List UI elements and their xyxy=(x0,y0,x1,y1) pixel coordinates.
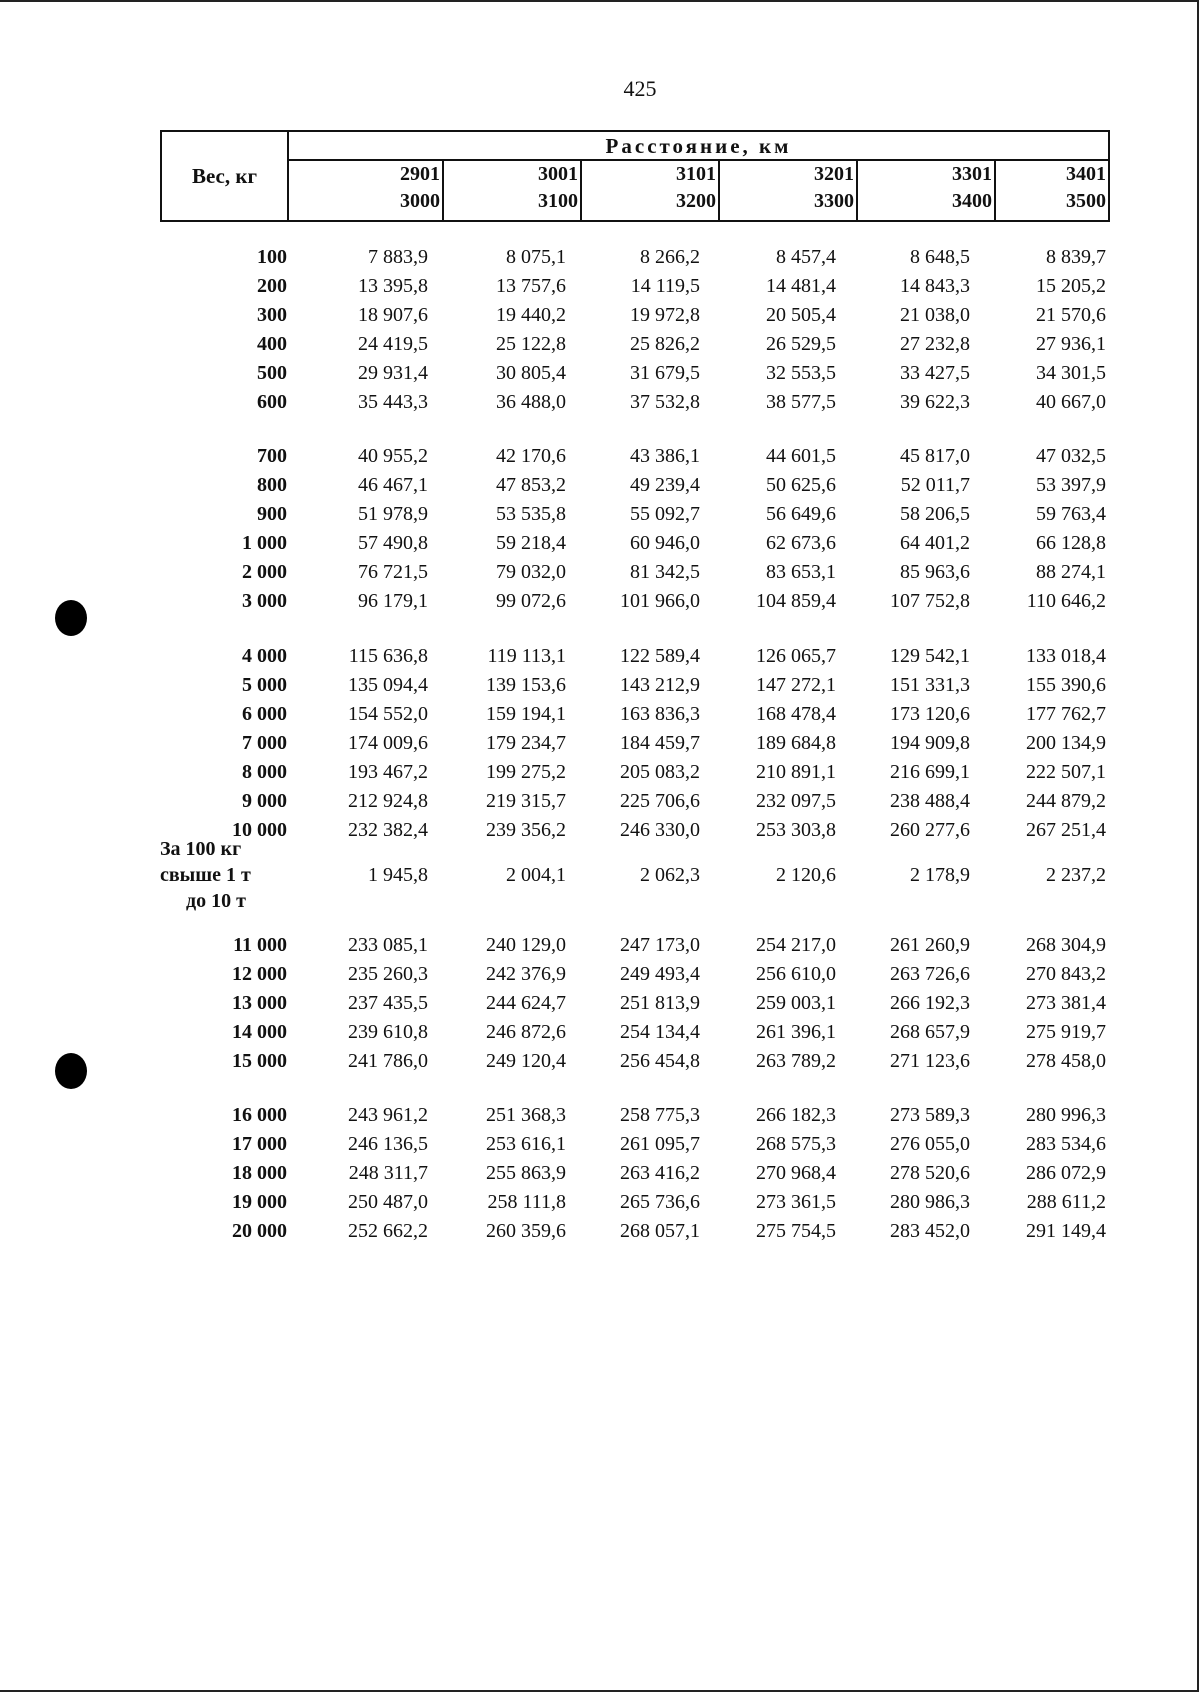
price-cell: 256 610,0 xyxy=(756,963,836,985)
per-100kg-label-line: свыше 1 т xyxy=(160,864,251,886)
price-cell: 88 274,1 xyxy=(1036,561,1106,583)
price-cell: 135 094,4 xyxy=(348,674,428,696)
price-cell: 18 907,6 xyxy=(358,304,428,326)
table-row xyxy=(0,1162,1200,1190)
price-cell: 273 381,4 xyxy=(1026,992,1106,1014)
band-to: 3200 xyxy=(676,190,716,212)
price-cell: 261 396,1 xyxy=(756,1021,836,1043)
price-cell: 275 754,5 xyxy=(756,1220,836,1242)
price-cell: 239 610,8 xyxy=(348,1021,428,1043)
price-cell: 143 212,9 xyxy=(620,674,700,696)
price-cell: 270 968,4 xyxy=(756,1162,836,1184)
price-cell: 216 699,1 xyxy=(890,761,970,783)
price-cell: 243 961,2 xyxy=(348,1104,428,1126)
price-cell: 179 234,7 xyxy=(486,732,566,754)
price-cell: 50 625,6 xyxy=(766,474,836,496)
price-cell: 233 085,1 xyxy=(348,934,428,956)
price-cell: 20 505,4 xyxy=(766,304,836,326)
weight-cell: 10 000 xyxy=(232,819,287,841)
table-row xyxy=(0,963,1200,991)
band-from: 3101 xyxy=(676,163,716,185)
table-row xyxy=(0,532,1200,560)
price-cell: 246 330,0 xyxy=(620,819,700,841)
table-row xyxy=(0,503,1200,531)
price-cell: 155 390,6 xyxy=(1026,674,1106,696)
price-cell: 273 361,5 xyxy=(756,1191,836,1213)
table-row xyxy=(0,275,1200,303)
table-row xyxy=(0,333,1200,361)
price-cell: 244 624,7 xyxy=(486,992,566,1014)
per-100kg-cell: 2 004,1 xyxy=(506,864,566,886)
price-cell: 133 018,4 xyxy=(1026,645,1106,667)
table-row xyxy=(0,474,1200,502)
price-cell: 222 507,1 xyxy=(1026,761,1106,783)
price-cell: 129 542,1 xyxy=(890,645,970,667)
price-cell: 291 149,4 xyxy=(1026,1220,1106,1242)
table-row xyxy=(0,246,1200,274)
table-row xyxy=(0,674,1200,702)
price-cell: 210 891,1 xyxy=(756,761,836,783)
per-100kg-cell: 2 237,2 xyxy=(1046,864,1106,886)
price-cell: 27 936,1 xyxy=(1036,333,1106,355)
weight-cell: 1 000 xyxy=(242,532,287,554)
price-cell: 45 817,0 xyxy=(900,445,970,467)
price-cell: 251 368,3 xyxy=(486,1104,566,1126)
price-cell: 278 520,6 xyxy=(890,1162,970,1184)
price-cell: 57 490,8 xyxy=(358,532,428,554)
price-cell: 8 648,5 xyxy=(910,246,970,268)
price-cell: 251 813,9 xyxy=(620,992,700,1014)
price-cell: 81 342,5 xyxy=(630,561,700,583)
price-cell: 288 611,2 xyxy=(1026,1191,1106,1213)
punch-hole-mark xyxy=(55,600,87,636)
price-cell: 163 836,3 xyxy=(620,703,700,725)
price-cell: 267 251,4 xyxy=(1026,819,1106,841)
price-cell: 126 065,7 xyxy=(756,645,836,667)
price-cell: 47 853,2 xyxy=(496,474,566,496)
price-cell: 47 032,5 xyxy=(1036,445,1106,467)
price-cell: 268 575,3 xyxy=(756,1133,836,1155)
price-cell: 122 589,4 xyxy=(620,645,700,667)
table-row xyxy=(0,732,1200,760)
band-to: 3300 xyxy=(814,190,854,212)
price-cell: 37 532,8 xyxy=(630,391,700,413)
price-cell: 258 111,8 xyxy=(487,1191,566,1213)
weight-cell: 3 000 xyxy=(242,590,287,612)
weight-cell: 20 000 xyxy=(232,1220,287,1242)
price-cell: 239 356,2 xyxy=(486,819,566,841)
price-cell: 249 120,4 xyxy=(486,1050,566,1072)
price-cell: 219 315,7 xyxy=(486,790,566,812)
weight-cell: 8 000 xyxy=(242,761,287,783)
price-cell: 60 946,0 xyxy=(630,532,700,554)
price-cell: 260 277,6 xyxy=(890,819,970,841)
price-cell: 59 218,4 xyxy=(496,532,566,554)
price-cell: 115 636,8 xyxy=(348,645,428,667)
table-row xyxy=(0,561,1200,589)
price-cell: 199 275,2 xyxy=(486,761,566,783)
price-cell: 240 129,0 xyxy=(486,934,566,956)
weight-cell: 17 000 xyxy=(232,1133,287,1155)
weight-cell: 15 000 xyxy=(232,1050,287,1072)
price-cell: 31 679,5 xyxy=(630,362,700,384)
table-row xyxy=(0,1220,1200,1248)
price-cell: 244 879,2 xyxy=(1026,790,1106,812)
weight-cell: 19 000 xyxy=(232,1191,287,1213)
price-cell: 250 487,0 xyxy=(348,1191,428,1213)
price-cell: 280 996,3 xyxy=(1026,1104,1106,1126)
price-cell: 19 972,8 xyxy=(630,304,700,326)
table-row xyxy=(0,1133,1200,1161)
band-from: 3201 xyxy=(814,163,854,185)
price-cell: 238 488,4 xyxy=(890,790,970,812)
weight-cell: 5 000 xyxy=(242,674,287,696)
table-row xyxy=(0,445,1200,473)
table-row xyxy=(0,992,1200,1020)
price-cell: 256 454,8 xyxy=(620,1050,700,1072)
price-cell: 32 553,5 xyxy=(766,362,836,384)
price-cell: 40 667,0 xyxy=(1036,391,1106,413)
price-cell: 259 003,1 xyxy=(756,992,836,1014)
price-cell: 205 083,2 xyxy=(620,761,700,783)
weight-cell: 12 000 xyxy=(232,963,287,985)
price-cell: 173 120,6 xyxy=(890,703,970,725)
price-cell: 36 488,0 xyxy=(496,391,566,413)
weight-cell: 400 xyxy=(257,333,287,355)
price-cell: 8 266,2 xyxy=(640,246,700,268)
per-100kg-cell: 2 062,3 xyxy=(640,864,700,886)
price-cell: 225 706,6 xyxy=(620,790,700,812)
distance-band-header xyxy=(582,161,720,220)
price-cell: 7 883,9 xyxy=(368,246,428,268)
table-header xyxy=(160,130,1110,222)
price-cell: 266 182,3 xyxy=(756,1104,836,1126)
per-100kg-row xyxy=(0,864,1200,892)
price-cell: 268 057,1 xyxy=(620,1220,700,1242)
price-cell: 13 757,6 xyxy=(496,275,566,297)
band-from: 2901 xyxy=(400,163,440,185)
per-100kg-label-line: до 10 т xyxy=(186,890,246,912)
price-cell: 25 826,2 xyxy=(630,333,700,355)
band-to: 3000 xyxy=(400,190,440,212)
price-cell: 39 622,3 xyxy=(900,391,970,413)
weight-cell: 6 000 xyxy=(242,703,287,725)
price-cell: 263 726,6 xyxy=(890,963,970,985)
weight-cell: 4 000 xyxy=(242,645,287,667)
price-cell: 40 955,2 xyxy=(358,445,428,467)
price-cell: 49 239,4 xyxy=(630,474,700,496)
price-cell: 8 457,4 xyxy=(776,246,836,268)
price-cell: 38 577,5 xyxy=(766,391,836,413)
price-cell: 232 382,4 xyxy=(348,819,428,841)
price-cell: 15 205,2 xyxy=(1036,275,1106,297)
price-cell: 283 452,0 xyxy=(890,1220,970,1242)
price-cell: 241 786,0 xyxy=(348,1050,428,1072)
price-cell: 154 552,0 xyxy=(348,703,428,725)
price-cell: 107 752,8 xyxy=(890,590,970,612)
price-cell: 21 570,6 xyxy=(1036,304,1106,326)
band-from: 3001 xyxy=(538,163,578,185)
price-cell: 53 397,9 xyxy=(1036,474,1106,496)
price-cell: 232 097,5 xyxy=(756,790,836,812)
price-cell: 14 119,5 xyxy=(630,275,700,297)
table-row xyxy=(0,934,1200,962)
per-100kg-label-line: За 100 кг xyxy=(160,838,242,860)
distance-band-header xyxy=(444,161,582,220)
price-cell: 147 272,1 xyxy=(756,674,836,696)
price-cell: 51 978,9 xyxy=(358,503,428,525)
price-cell: 242 376,9 xyxy=(486,963,566,985)
distance-band-header xyxy=(289,161,444,220)
price-cell: 273 589,3 xyxy=(890,1104,970,1126)
price-cell: 26 529,5 xyxy=(766,333,836,355)
price-cell: 29 931,4 xyxy=(358,362,428,384)
price-cell: 237 435,5 xyxy=(348,992,428,1014)
price-cell: 275 919,7 xyxy=(1026,1021,1106,1043)
price-cell: 252 662,2 xyxy=(348,1220,428,1242)
price-cell: 101 966,0 xyxy=(620,590,700,612)
price-cell: 261 260,9 xyxy=(890,934,970,956)
table-row xyxy=(0,645,1200,673)
price-cell: 58 206,5 xyxy=(900,503,970,525)
table-row xyxy=(0,790,1200,818)
page-number: 425 xyxy=(623,76,657,101)
band-to: 3400 xyxy=(952,190,992,212)
band-to: 3100 xyxy=(538,190,578,212)
price-cell: 248 311,7 xyxy=(348,1162,428,1184)
price-cell: 21 038,0 xyxy=(900,304,970,326)
weight-cell: 700 xyxy=(257,445,287,467)
price-cell: 254 217,0 xyxy=(756,934,836,956)
table-row xyxy=(0,391,1200,419)
price-cell: 96 179,1 xyxy=(358,590,428,612)
price-cell: 33 427,5 xyxy=(900,362,970,384)
price-cell: 79 032,0 xyxy=(496,561,566,583)
weight-cell: 7 000 xyxy=(242,732,287,754)
price-cell: 14 843,3 xyxy=(900,275,970,297)
price-cell: 286 072,9 xyxy=(1026,1162,1106,1184)
price-cell: 53 535,8 xyxy=(496,503,566,525)
weight-cell: 300 xyxy=(257,304,287,326)
price-cell: 268 304,9 xyxy=(1026,934,1106,956)
weight-cell: 14 000 xyxy=(232,1021,287,1043)
price-cell: 19 440,2 xyxy=(496,304,566,326)
weight-cell: 13 000 xyxy=(232,992,287,1014)
price-cell: 14 481,4 xyxy=(766,275,836,297)
price-cell: 253 616,1 xyxy=(486,1133,566,1155)
price-cell: 25 122,8 xyxy=(496,333,566,355)
price-cell: 46 467,1 xyxy=(358,474,428,496)
price-cell: 99 072,6 xyxy=(496,590,566,612)
band-to: 3500 xyxy=(1066,190,1106,212)
price-cell: 246 872,6 xyxy=(486,1021,566,1043)
price-cell: 194 909,8 xyxy=(890,732,970,754)
price-cell: 110 646,2 xyxy=(1026,590,1106,612)
price-cell: 261 095,7 xyxy=(620,1133,700,1155)
price-cell: 280 986,3 xyxy=(890,1191,970,1213)
table-row xyxy=(0,1104,1200,1132)
table-row xyxy=(0,304,1200,332)
price-cell: 266 192,3 xyxy=(890,992,970,1014)
price-cell: 85 963,6 xyxy=(900,561,970,583)
distance-band-header xyxy=(996,161,1108,220)
price-cell: 276 055,0 xyxy=(890,1133,970,1155)
price-cell: 247 173,0 xyxy=(620,934,700,956)
price-cell: 255 863,9 xyxy=(486,1162,566,1184)
price-cell: 270 843,2 xyxy=(1026,963,1106,985)
weight-cell: 100 xyxy=(257,246,287,268)
band-from: 3401 xyxy=(1066,163,1106,185)
price-cell: 193 467,2 xyxy=(348,761,428,783)
table-row xyxy=(0,1191,1200,1219)
table-row xyxy=(0,362,1200,390)
weight-cell: 800 xyxy=(257,474,287,496)
weight-column-header: Вес, кг xyxy=(162,132,289,220)
weight-cell: 18 000 xyxy=(232,1162,287,1184)
price-cell: 35 443,3 xyxy=(358,391,428,413)
price-cell: 56 649,6 xyxy=(766,503,836,525)
price-cell: 174 009,6 xyxy=(348,732,428,754)
punch-hole-mark xyxy=(55,1053,87,1089)
price-cell: 249 493,4 xyxy=(620,963,700,985)
price-cell: 55 092,7 xyxy=(630,503,700,525)
price-cell: 246 136,5 xyxy=(348,1133,428,1155)
price-cell: 278 458,0 xyxy=(1026,1050,1106,1072)
price-cell: 235 260,3 xyxy=(348,963,428,985)
price-cell: 13 395,8 xyxy=(358,275,428,297)
price-cell: 189 684,8 xyxy=(756,732,836,754)
price-cell: 34 301,5 xyxy=(1036,362,1106,384)
price-cell: 8 075,1 xyxy=(506,246,566,268)
table-row xyxy=(0,703,1200,731)
price-cell: 283 534,6 xyxy=(1026,1133,1106,1155)
price-cell: 258 775,3 xyxy=(620,1104,700,1126)
price-cell: 268 657,9 xyxy=(890,1021,970,1043)
price-cell: 200 134,9 xyxy=(1026,732,1106,754)
price-cell: 265 736,6 xyxy=(620,1191,700,1213)
price-cell: 59 763,4 xyxy=(1036,503,1106,525)
price-cell: 83 653,1 xyxy=(766,561,836,583)
weight-cell: 11 000 xyxy=(233,934,287,956)
per-100kg-cell: 2 178,9 xyxy=(910,864,970,886)
price-cell: 42 170,6 xyxy=(496,445,566,467)
table-row xyxy=(0,761,1200,789)
price-cell: 62 673,6 xyxy=(766,532,836,554)
weight-cell: 2 000 xyxy=(242,561,287,583)
price-cell: 212 924,8 xyxy=(348,790,428,812)
table-row xyxy=(0,1050,1200,1078)
price-cell: 253 303,8 xyxy=(756,819,836,841)
distance-band-header xyxy=(858,161,996,220)
price-cell: 30 805,4 xyxy=(496,362,566,384)
price-cell: 271 123,6 xyxy=(890,1050,970,1072)
price-cell: 263 416,2 xyxy=(620,1162,700,1184)
price-cell: 43 386,1 xyxy=(630,445,700,467)
per-100kg-cell: 2 120,6 xyxy=(776,864,836,886)
weight-cell: 500 xyxy=(257,362,287,384)
price-cell: 27 232,8 xyxy=(900,333,970,355)
price-cell: 177 762,7 xyxy=(1026,703,1106,725)
price-cell: 64 401,2 xyxy=(900,532,970,554)
weight-cell: 200 xyxy=(257,275,287,297)
weight-cell: 600 xyxy=(257,391,287,413)
price-cell: 184 459,7 xyxy=(620,732,700,754)
distance-header: Расстояние, км xyxy=(289,132,1108,161)
weight-cell: 9 000 xyxy=(242,790,287,812)
price-cell: 254 134,4 xyxy=(620,1021,700,1043)
band-from: 3301 xyxy=(952,163,992,185)
price-cell: 24 419,5 xyxy=(358,333,428,355)
price-cell: 260 359,6 xyxy=(486,1220,566,1242)
table-row xyxy=(0,590,1200,618)
table-row xyxy=(0,1021,1200,1049)
price-cell: 168 478,4 xyxy=(756,703,836,725)
price-cell: 151 331,3 xyxy=(890,674,970,696)
distance-band-header xyxy=(720,161,858,220)
price-cell: 159 194,1 xyxy=(486,703,566,725)
price-cell: 139 153,6 xyxy=(486,674,566,696)
price-cell: 66 128,8 xyxy=(1036,532,1106,554)
price-cell: 52 011,7 xyxy=(900,474,970,496)
price-cell: 8 839,7 xyxy=(1046,246,1106,268)
price-cell: 104 859,4 xyxy=(756,590,836,612)
price-cell: 76 721,5 xyxy=(358,561,428,583)
price-cell: 263 789,2 xyxy=(756,1050,836,1072)
per-100kg-cell: 1 945,8 xyxy=(368,864,428,886)
price-cell: 44 601,5 xyxy=(766,445,836,467)
price-cell: 119 113,1 xyxy=(487,645,566,667)
weight-cell: 16 000 xyxy=(232,1104,287,1126)
weight-cell: 900 xyxy=(257,503,287,525)
